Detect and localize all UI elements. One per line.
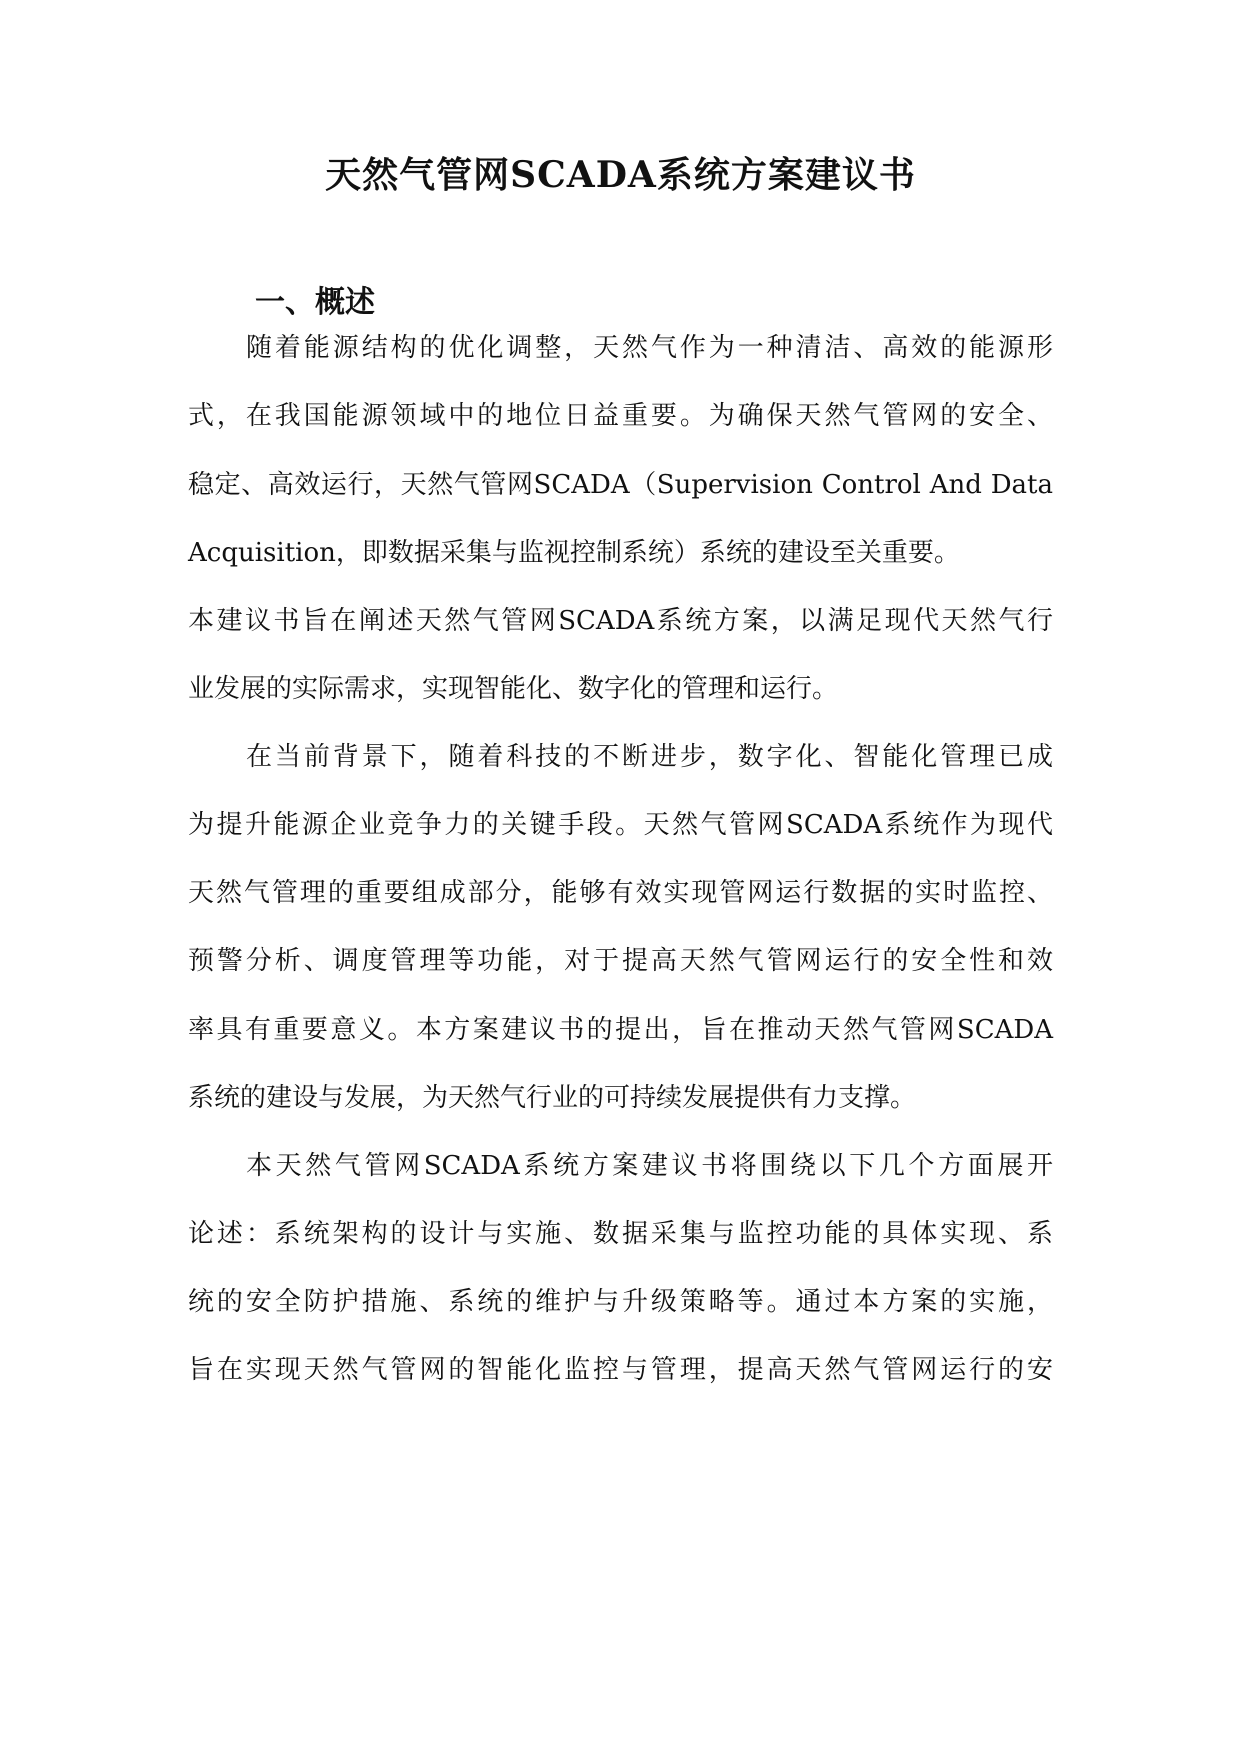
paragraph-line: 论述：系统架构的设计与实施、数据采集与监控功能的具体实现、系 bbox=[188, 1219, 1053, 1249]
paragraph-line: 旨在实现天然气管网的智能化监控与管理，提高天然气管网运行的安 bbox=[188, 1355, 1053, 1385]
paragraph-line: 本天然气管网SCADA系统方案建议书将围绕以下几个方面展开 bbox=[246, 1151, 1053, 1181]
document-title: 天然气管网SCADA系统方案建议书 bbox=[325, 154, 916, 196]
paragraph-line: 率具有重要意义。本方案建议书的提出，旨在推动天然气管网SCADA bbox=[188, 1015, 1053, 1045]
paragraph-line: 系统的建设与发展，为天然气行业的可持续发展提供有力支撑。 bbox=[188, 1083, 917, 1113]
paragraph-line: 为提升能源企业竞争力的关键手段。天然气管网SCADA系统作为现代 bbox=[188, 810, 1053, 840]
paragraph-line: 式，在我国能源领域中的地位日益重要。为确保天然气管网的安全、 bbox=[188, 401, 1053, 431]
paragraph-line: 天然气管理的重要组成部分，能够有效实现管网运行数据的实时监控、 bbox=[188, 878, 1053, 908]
paragraph-line: 统的安全防护措施、系统的维护与升级策略等。通过本方案的实施， bbox=[188, 1287, 1053, 1317]
paragraph-line: 稳定、高效运行，天然气管网SCADA（Supervision Control And Data bbox=[188, 470, 1053, 500]
section-heading-overview: 一、概述 bbox=[255, 285, 375, 320]
paragraph-line: 随着能源结构的优化调整，天然气作为一种清洁、高效的能源形 bbox=[246, 333, 1053, 363]
paragraph-line: 在当前背景下，随着科技的不断进步，数字化、智能化管理已成 bbox=[246, 742, 1053, 772]
paragraph-line: 业发展的实际需求，实现智能化、数字化的管理和运行。 bbox=[188, 674, 839, 704]
paragraph-line: 本建议书旨在阐述天然气管网SCADA系统方案，以满足现代天然气行 bbox=[188, 606, 1053, 636]
paragraph-line: Acquisition，即数据采集与监视控制系统）系统的建设至关重要。 bbox=[188, 538, 960, 568]
paragraph-line: 预警分析、调度管理等功能，对于提高天然气管网运行的安全性和效 bbox=[188, 946, 1053, 976]
